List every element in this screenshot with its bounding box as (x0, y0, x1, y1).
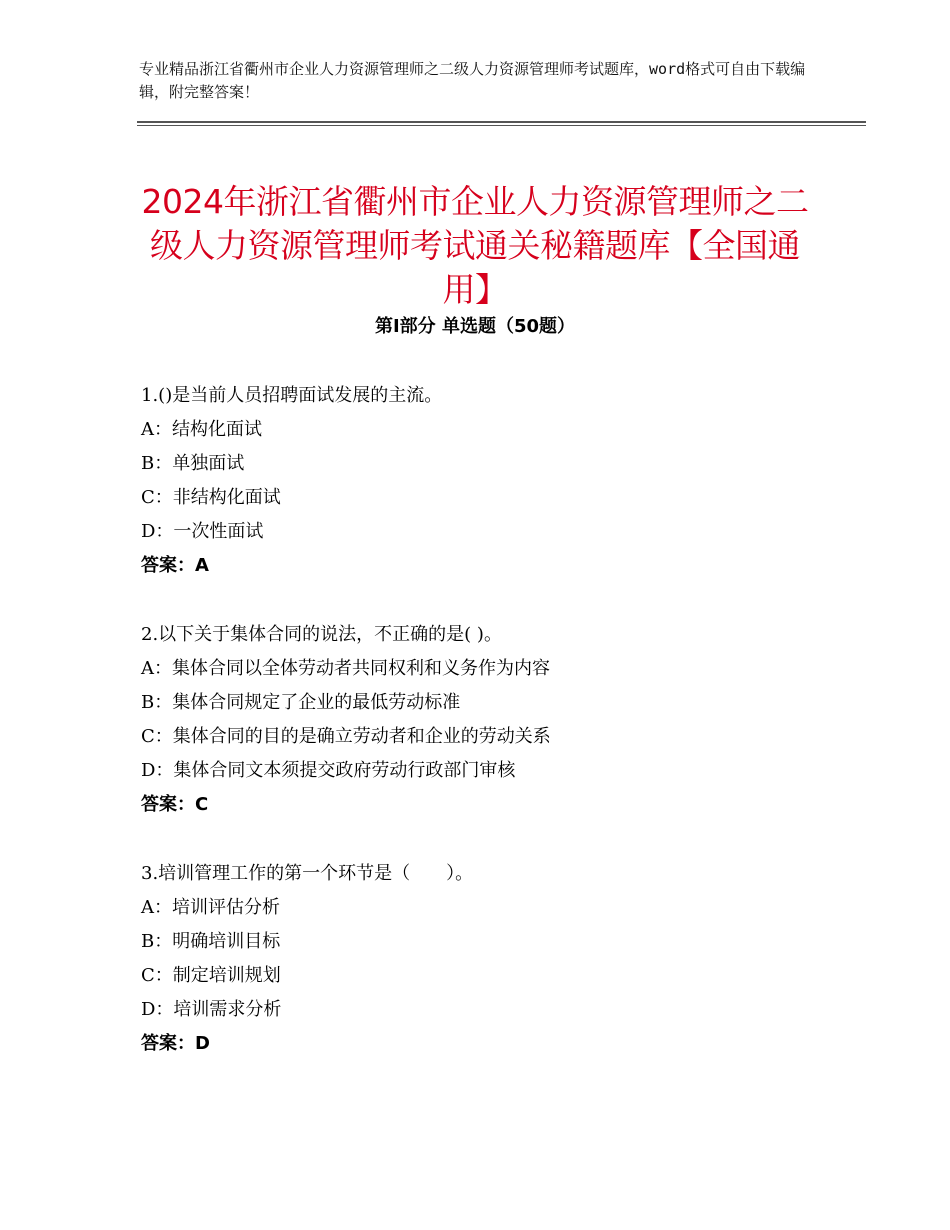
question-3 (141, 857, 841, 1061)
option-b: B：单独面试 (141, 453, 245, 474)
question-1 (141, 379, 841, 583)
question-stem: 3.培训管理工作的第一个环节是（ ）。 (141, 863, 474, 884)
option-c: C：非结构化面试 (141, 487, 281, 508)
option-a: A：结构化面试 (141, 419, 262, 440)
option-b: B：集体合同规定了企业的最低劳动标准 (141, 692, 461, 713)
section-heading: 第Ⅰ部分 单选题（50题） (374, 316, 575, 337)
header-rule-thick (137, 121, 866, 123)
option-d: D：培训需求分析 (141, 999, 282, 1020)
option-a: A：培训评估分析 (141, 897, 280, 918)
document-title: 2024年浙江省衢州市企业人力资源管理师之二级人力资源管理师考试通关秘籍题库【全国通用】 (141, 182, 809, 310)
option-c: C：集体合同的目的是确立劳动者和企业的劳动关系 (141, 726, 551, 747)
option-a: A：集体合同以全体劳动者共同权利和义务作为内容 (141, 658, 550, 679)
option-d: D：集体合同文本须提交政府劳动行政部门审核 (141, 760, 516, 781)
question-stem: 2.以下关于集体合同的说法，不正确的是( )。 (141, 624, 502, 645)
option-c: C：制定培训规划 (141, 965, 281, 986)
header-rule-thin (137, 125, 866, 126)
option-d: D：一次性面试 (141, 521, 264, 542)
header-note: 专业精品浙江省衢州市企业人力资源管理师之二级人力资源管理师考试题库，word格式可自由下载编辑，附完整答案！ (139, 60, 806, 101)
question-2 (141, 618, 841, 822)
answer: 答案：C (141, 794, 209, 815)
question-stem: 1.()是当前人员招聘面试发展的主流。 (141, 385, 443, 406)
answer: 答案：A (141, 555, 209, 576)
option-b: B：明确培训目标 (141, 931, 281, 952)
answer: 答案：D (141, 1033, 210, 1054)
